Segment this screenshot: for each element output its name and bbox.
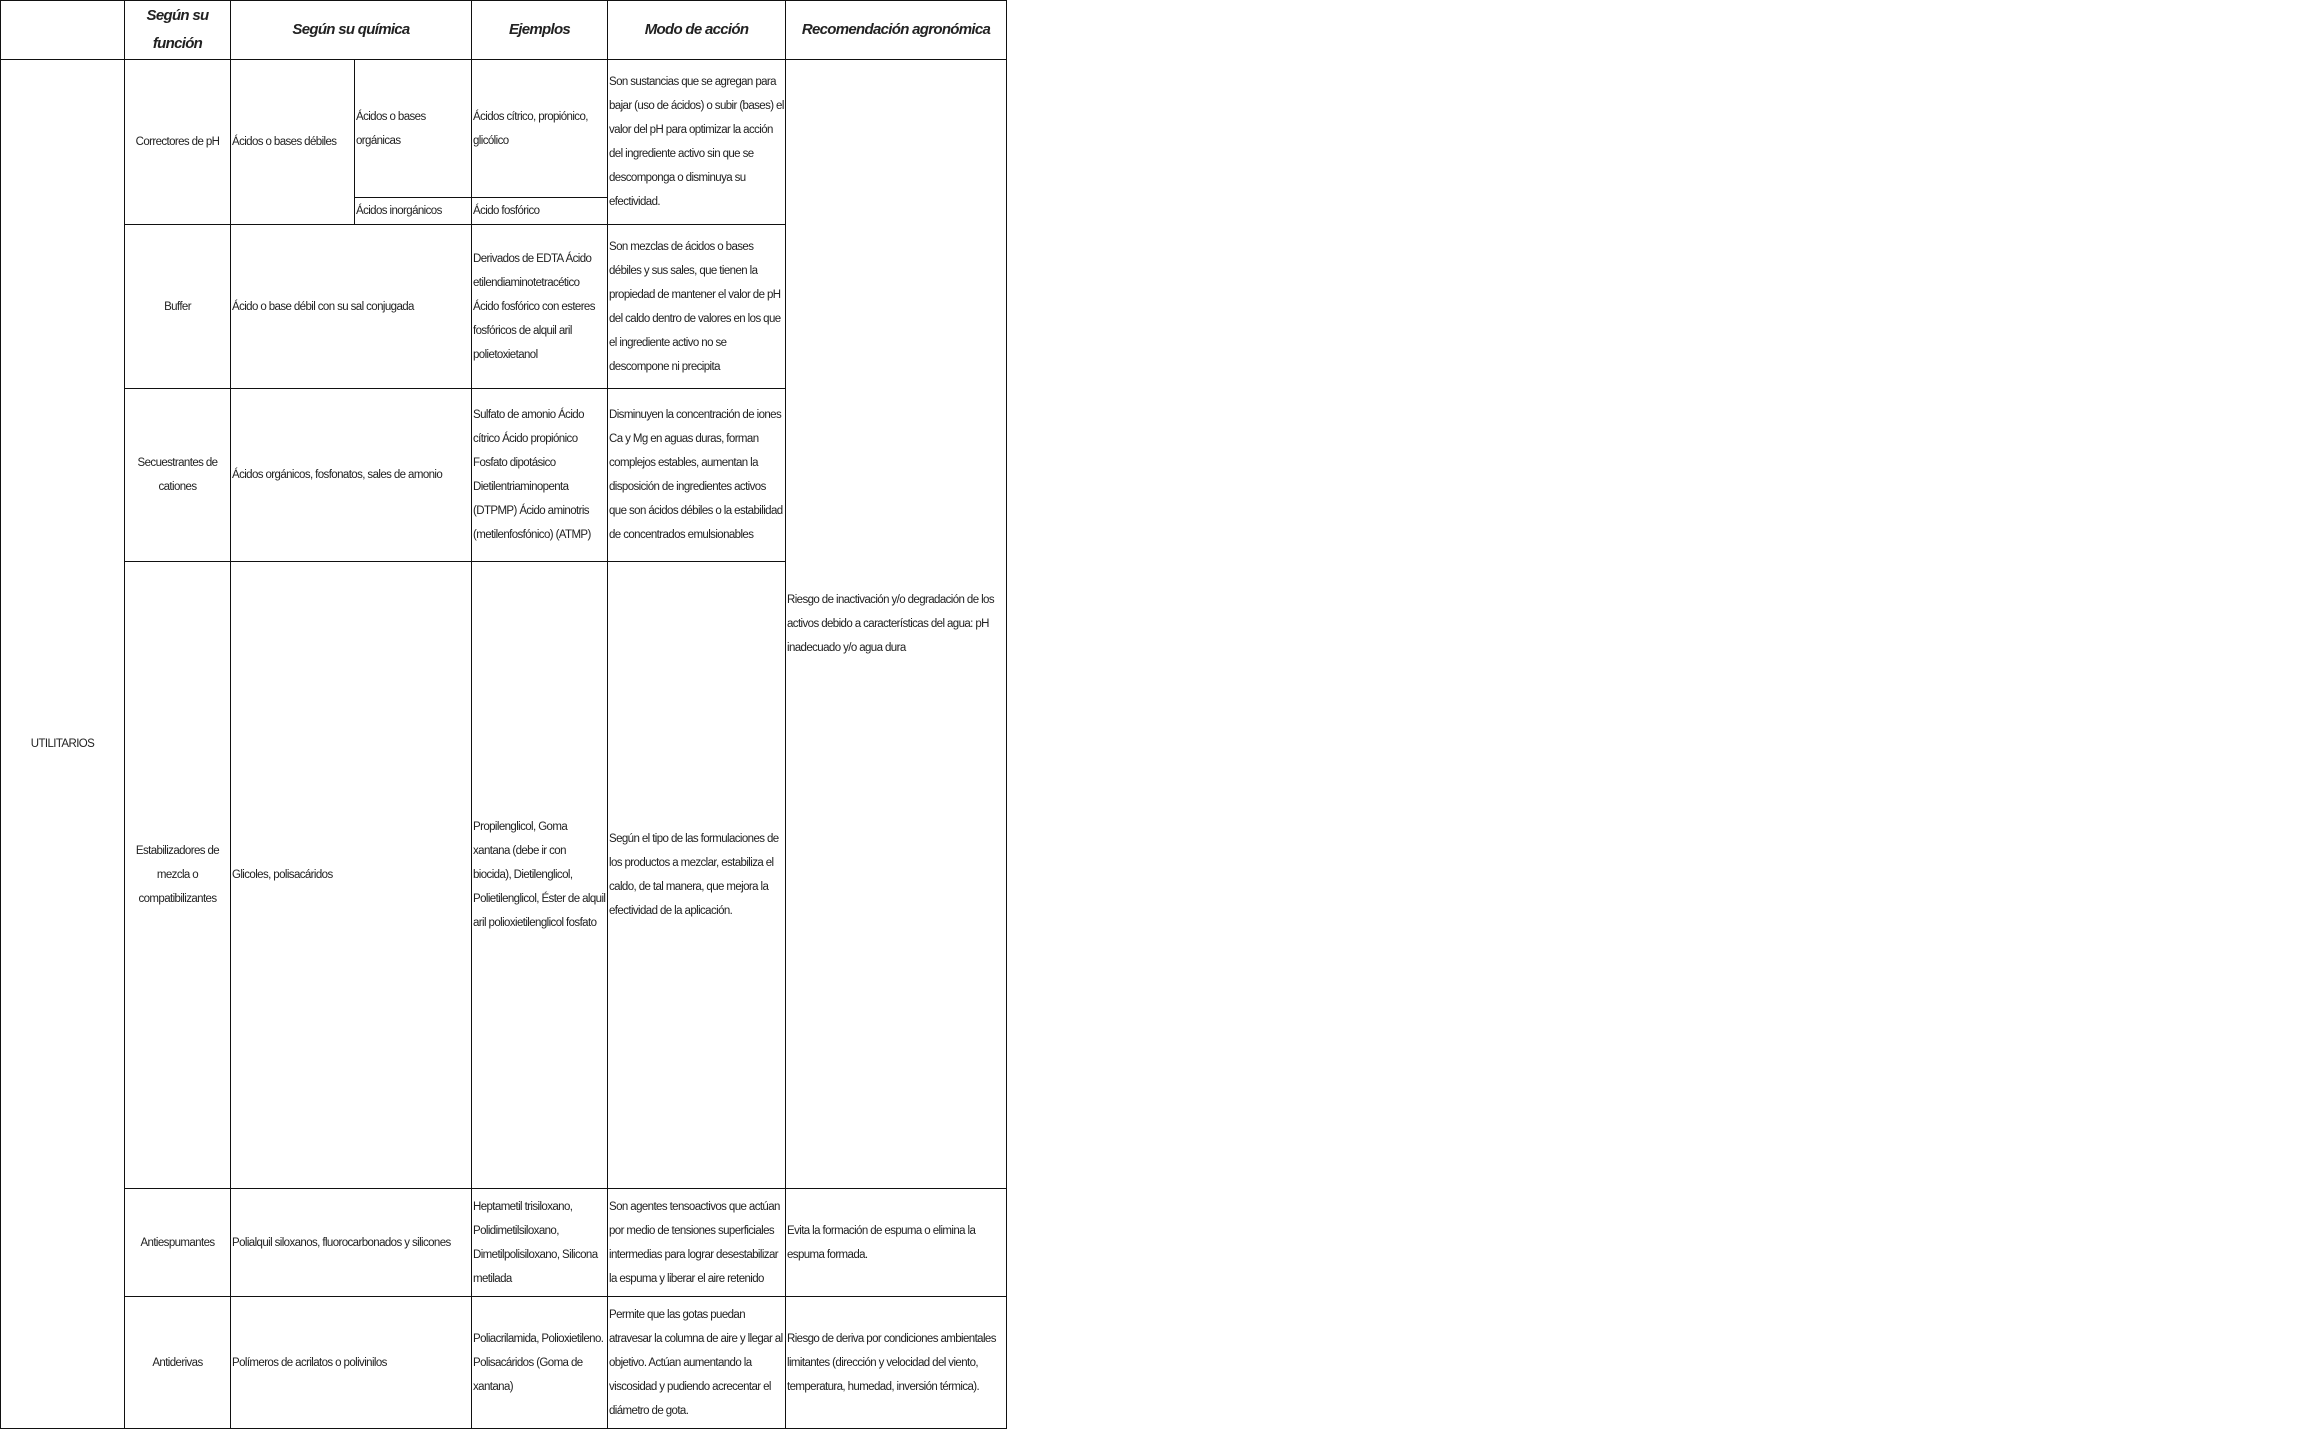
quimica-antiespumantes: Polialquil siloxanos, fluorocarbonados y silicones [231, 1189, 472, 1297]
header-funcion: Según su función [125, 1, 231, 60]
ejemplos-estabilizadores: Propilenglicol, Goma xantana (debe ir con biocida), Dietilenglicol, Polietilenglicol, Éster de alquil aril polioxietilenglicol fosfato [472, 562, 608, 1189]
quimica-correctores: Ácidos o bases débiles [231, 60, 355, 225]
recomendacion-antiderivas: Riesgo de deriva por condiciones ambientales limitantes (dirección y velocidad del viento, temperatura, humedad, inversión térmica). [786, 1297, 1007, 1429]
group-label: UTILITARIOS [1, 60, 125, 1429]
subquimica-organicas: Ácidos o bases orgánicas [355, 60, 472, 198]
modo-secuestrantes: Disminuyen la concentración de iones Ca y Mg en aguas duras, forman complejos estables, aumentan la disposición de ingredientes activos que son ácidos débiles o la estabilidad de concentrados emulsionables [608, 389, 786, 562]
header-quimica: Según su química [231, 1, 472, 60]
ejemplos-buffer: Derivados de EDTA Ácido etilendiaminotetracético Ácido fosfórico con esteres fosfóricos de alquil aril polietoxietanol [472, 225, 608, 389]
header-row [1, 1, 1007, 60]
quimica-secuestrantes: Ácidos orgánicos, fosfonatos, sales de amonio [231, 389, 472, 562]
quimica-antiderivas: Polímeros de acrilatos o polivinilos [231, 1297, 472, 1429]
quimica-estabilizadores: Glicoles, polisacáridos [231, 562, 472, 1189]
ejemplos-organicas: Ácidos cítrico, propiónico, glicólico [472, 60, 608, 198]
table-row [1, 1297, 1007, 1429]
recomendacion-shared: Riesgo de inactivación y/o degradación de los activos debido a características del agua: pH inadecuado y/o agua dura [786, 60, 1007, 1189]
header-recomendacion: Recomendación agronómica [786, 1, 1007, 60]
header-blank-cell [1, 1, 125, 60]
table-row [1, 1189, 1007, 1297]
quimica-buffer: Ácido o base débil con su sal conjugada [231, 225, 472, 389]
modo-buffer: Son mezclas de ácidos o bases débiles y sus sales, que tienen la propiedad de mantener el valor de pH del caldo dentro de valores en los que el ingrediente activo no se descompone ni precipita [608, 225, 786, 389]
funcion-antiespumantes: Antiespumantes [125, 1189, 231, 1297]
header-modo: Modo de acción [608, 1, 786, 60]
modo-antiespumantes: Son agentes tensoactivos que actúan por medio de tensiones superficiales intermedias para lograr desestabilizar la espuma y liberar el aire retenido [608, 1189, 786, 1297]
table-row [1, 60, 1007, 198]
modo-estabilizadores: Según el tipo de las formulaciones de los productos a mezclar, estabiliza el caldo, de tal manera, que mejora la efectividad de la aplicación. [608, 562, 786, 1189]
ejemplos-secuestrantes: Sulfato de amonio Ácido cítrico Ácido propiónico Fosfato dipotásico Dietilentriaminopenta (DTPMP) Ácido aminotris (metilenfosfónico) (ATMP) [472, 389, 608, 562]
recomendacion-antiespumantes: Evita la formación de espuma o elimina la espuma formada. [786, 1189, 1007, 1297]
funcion-antiderivas: Antiderivas [125, 1297, 231, 1429]
funcion-buffer: Buffer [125, 225, 231, 389]
funcion-correctores: Correctores de pH [125, 60, 231, 225]
ejemplos-antiderivas: Poliacrilamida, Polioxietileno. Polisacáridos (Goma de xantana) [472, 1297, 608, 1429]
header-ejemplos: Ejemplos [472, 1, 608, 60]
modo-correctores: Son sustancias que se agregan para bajar (uso de ácidos) o subir (bases) el valor del pH para optimizar la acción del ingrediente activo sin que se descomponga o disminuya su efectividad. [608, 60, 786, 225]
ejemplos-antiespumantes: Heptametil trisiloxano, Polidimetilsiloxano, Dimetilpolisiloxano, Silicona metilada [472, 1189, 608, 1297]
funcion-estabilizadores: Estabilizadores de mezcla o compatibilizantes [125, 562, 231, 1189]
modo-antiderivas: Permite que las gotas puedan atravesar la columna de aire y llegar al objetivo. Actúan aumentando la viscosidad y pudiendo acrecentar el diámetro de gota. [608, 1297, 786, 1429]
utilitarios-table [0, 0, 1007, 1429]
subquimica-inorganicos: Ácidos inorgánicos [355, 198, 472, 225]
funcion-secuestrantes: Secuestrantes de cationes [125, 389, 231, 562]
ejemplos-inorganicos: Ácido fosfórico [472, 198, 608, 225]
